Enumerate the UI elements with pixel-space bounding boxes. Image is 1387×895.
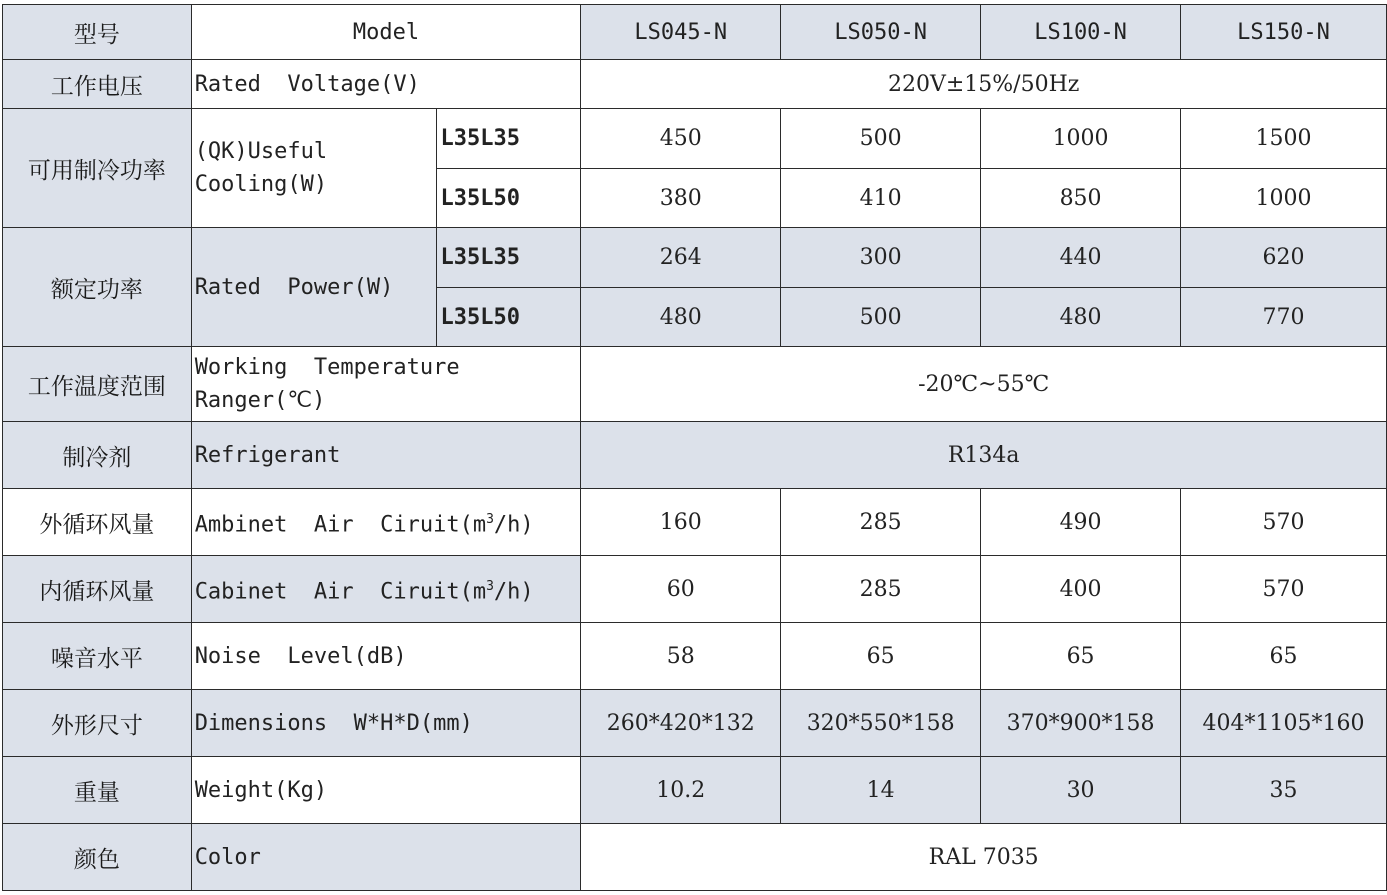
power-value: 440 <box>981 228 1181 288</box>
refrigerant-label-en: Refrigerant <box>191 422 581 489</box>
weight-value: 14 <box>781 757 981 824</box>
voltage-label-en: Rated Voltage(V) <box>191 60 581 109</box>
cooling-value: 450 <box>581 109 781 169</box>
ambient-air-value: 570 <box>1181 489 1387 556</box>
cooling-label-en-line1: (QK)Useful <box>194 139 328 164</box>
color-label-zh: 颜色 <box>3 824 192 891</box>
cooling-value: 500 <box>781 109 981 169</box>
noise-label-en: Noise Level(dB) <box>191 623 581 690</box>
spec-table <box>2 4 1387 891</box>
cabinet-air-label-sup: 3 <box>486 578 494 594</box>
cabinet-air-label-prefix: Cabinet Air Ciruit(m <box>194 579 487 605</box>
model-header: LS150-N <box>1181 5 1387 60</box>
cabinet-air-label-suffix: /h) <box>493 579 534 605</box>
cooling-value: 1000 <box>1181 169 1387 228</box>
ambient-air-value: 490 <box>981 489 1181 556</box>
voltage-label-zh: 工作电压 <box>3 60 192 109</box>
noise-row <box>3 623 1387 690</box>
cooling-value: 410 <box>781 169 981 228</box>
model-header: LS045-N <box>581 5 781 60</box>
noise-value: 65 <box>781 623 981 690</box>
noise-label-zh: 噪音水平 <box>3 623 192 690</box>
weight-label-en: Weight(Kg) <box>191 757 581 824</box>
cooling-label-en-line2: Cooling(W) <box>194 172 328 197</box>
power-condition-2: L35L50 <box>437 288 581 347</box>
power-value: 264 <box>581 228 781 288</box>
dimensions-row <box>3 690 1387 757</box>
ambient-air-value: 160 <box>581 489 781 556</box>
weight-value: 10.2 <box>581 757 781 824</box>
power-row-1 <box>3 228 1387 288</box>
dimensions-value: 370*900*158 <box>981 690 1181 757</box>
weight-value: 35 <box>1181 757 1387 824</box>
cooling-label-en <box>191 109 437 228</box>
temperature-row <box>3 347 1387 422</box>
cabinet-air-value: 570 <box>1181 556 1387 623</box>
power-label-en: Rated Power(W) <box>191 228 437 347</box>
model-header: LS100-N <box>981 5 1181 60</box>
cabinet-air-row <box>3 556 1387 623</box>
dimensions-value: 260*420*132 <box>581 690 781 757</box>
power-value: 300 <box>781 228 981 288</box>
power-label-zh: 额定功率 <box>3 228 192 347</box>
temperature-label-en-line2: Ranger(℃) <box>194 388 326 413</box>
ambient-air-row <box>3 489 1387 556</box>
temperature-value: -20℃~55℃ <box>581 347 1387 422</box>
ambient-air-label-suffix: /h) <box>493 512 534 538</box>
ambient-air-label-sup: 3 <box>486 511 494 527</box>
noise-value: 65 <box>981 623 1181 690</box>
power-value: 500 <box>781 288 981 347</box>
voltage-row <box>3 60 1387 109</box>
dimensions-label-en: Dimensions W*H*D(mm) <box>191 690 581 757</box>
weight-label-zh: 重量 <box>3 757 192 824</box>
ambient-air-value: 285 <box>781 489 981 556</box>
power-value: 770 <box>1181 288 1387 347</box>
refrigerant-row <box>3 422 1387 489</box>
cooling-value: 380 <box>581 169 781 228</box>
power-value: 620 <box>1181 228 1387 288</box>
color-label-en: Color <box>191 824 581 891</box>
power-value: 480 <box>581 288 781 347</box>
temperature-label-en-line1: Working Temperature <box>194 355 460 380</box>
ambient-air-label-prefix: Ambinet Air Ciruit(m <box>194 512 487 538</box>
model-header: LS050-N <box>781 5 981 60</box>
cooling-condition-2: L35L50 <box>437 169 581 228</box>
header-row <box>3 5 1387 60</box>
cooling-label-zh: 可用制冷功率 <box>3 109 192 228</box>
cabinet-air-value: 285 <box>781 556 981 623</box>
noise-value: 58 <box>581 623 781 690</box>
weight-value: 30 <box>981 757 1181 824</box>
voltage-value: 220V±15%/50Hz <box>581 60 1387 109</box>
ambient-air-label-zh: 外循环风量 <box>3 489 192 556</box>
model-label-en: Model <box>191 5 581 60</box>
cabinet-air-label-en <box>191 556 581 623</box>
temperature-label-en <box>191 347 581 422</box>
cooling-row-1 <box>3 109 1387 169</box>
ambient-air-label-en <box>191 489 581 556</box>
dimensions-value: 320*550*158 <box>781 690 981 757</box>
cooling-condition-1: L35L35 <box>437 109 581 169</box>
color-row <box>3 824 1387 891</box>
temperature-label-zh: 工作温度范围 <box>3 347 192 422</box>
cabinet-air-label-zh: 内循环风量 <box>3 556 192 623</box>
noise-value: 65 <box>1181 623 1387 690</box>
weight-row <box>3 757 1387 824</box>
cooling-value: 1000 <box>981 109 1181 169</box>
cooling-value: 850 <box>981 169 1181 228</box>
refrigerant-value: R134a <box>581 422 1387 489</box>
power-condition-1: L35L35 <box>437 228 581 288</box>
cabinet-air-value: 60 <box>581 556 781 623</box>
power-value: 480 <box>981 288 1181 347</box>
cooling-value: 1500 <box>1181 109 1387 169</box>
color-value: RAL 7035 <box>581 824 1387 891</box>
dimensions-value: 404*1105*160 <box>1181 690 1387 757</box>
cabinet-air-value: 400 <box>981 556 1181 623</box>
dimensions-label-zh: 外形尺寸 <box>3 690 192 757</box>
model-label-zh: 型号 <box>3 5 192 60</box>
refrigerant-label-zh: 制冷剂 <box>3 422 192 489</box>
